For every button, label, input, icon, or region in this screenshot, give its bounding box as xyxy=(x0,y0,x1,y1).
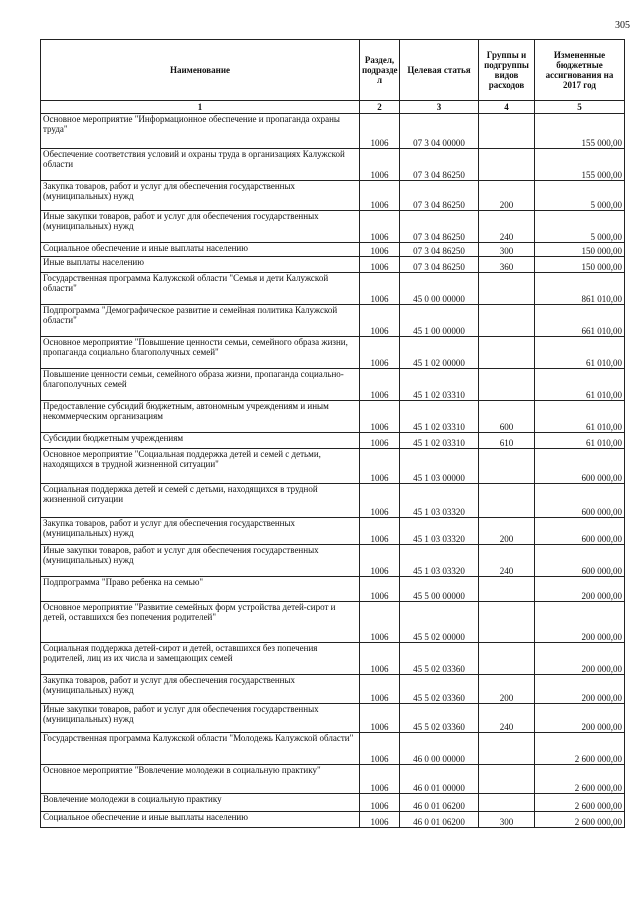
table-row xyxy=(41,401,625,433)
row-group: 200 xyxy=(479,675,535,704)
row-group xyxy=(479,602,535,643)
row-name: Государственная программа Калужской области "Молодежь Калужской области" xyxy=(41,733,360,765)
row-target: 45 1 02 03310 xyxy=(400,433,479,449)
table-row xyxy=(41,337,625,369)
row-amount: 155 000,00 xyxy=(535,114,625,149)
row-name: Повышение ценности семьи, семейного образа жизни, пропаганда социально-благополучных семей xyxy=(41,369,360,401)
budget-table xyxy=(40,39,625,828)
row-group xyxy=(479,643,535,675)
table-row xyxy=(41,305,625,337)
row-section: 1006 xyxy=(360,518,400,545)
row-name: Основное мероприятие "Информационное обеспечение и пропаганда охраны труда" xyxy=(41,114,360,149)
table-row xyxy=(41,273,625,305)
table-row xyxy=(41,484,625,518)
row-name: Основное мероприятие "Развитие семейных форм устройства детей-сирот и детей, оставшихся без попечения родителей" xyxy=(41,602,360,643)
row-group: 610 xyxy=(479,433,535,449)
row-section: 1006 xyxy=(360,149,400,181)
row-target: 07 3 04 86250 xyxy=(400,149,479,181)
row-target: 45 5 00 00000 xyxy=(400,577,479,602)
row-target: 45 1 03 03320 xyxy=(400,545,479,577)
header-row xyxy=(41,40,625,101)
row-section: 1006 xyxy=(360,449,400,484)
table-row xyxy=(41,369,625,401)
row-target: 45 1 00 00000 xyxy=(400,305,479,337)
row-section: 1006 xyxy=(360,337,400,369)
row-amount: 200 000,00 xyxy=(535,643,625,675)
row-section: 1006 xyxy=(360,602,400,643)
table-row xyxy=(41,518,625,545)
row-target: 46 0 00 00000 xyxy=(400,733,479,765)
row-section: 1006 xyxy=(360,577,400,602)
row-name: Иные закупки товаров, работ и услуг для обеспечения государственных (муниципальных) нужд xyxy=(41,545,360,577)
table-row xyxy=(41,433,625,449)
row-amount: 2 600 000,00 xyxy=(535,812,625,828)
row-group: 300 xyxy=(479,812,535,828)
row-amount: 600 000,00 xyxy=(535,449,625,484)
column-number: 4 xyxy=(479,101,535,114)
table-row xyxy=(41,181,625,211)
row-group xyxy=(479,273,535,305)
row-target: 45 0 00 00000 xyxy=(400,273,479,305)
row-target: 45 1 02 03310 xyxy=(400,401,479,433)
table-row xyxy=(41,704,625,733)
table-row xyxy=(41,545,625,577)
row-section: 1006 xyxy=(360,643,400,675)
row-section: 1006 xyxy=(360,181,400,211)
row-section: 1006 xyxy=(360,433,400,449)
row-name: Основное мероприятие "Вовлечение молодежи в социальную практику" xyxy=(41,765,360,794)
row-section: 1006 xyxy=(360,273,400,305)
row-name: Иные закупки товаров, работ и услуг для обеспечения государственных (муниципальных) нужд xyxy=(41,704,360,733)
row-target: 07 3 04 86250 xyxy=(400,181,479,211)
row-target: 45 1 03 03320 xyxy=(400,518,479,545)
row-name: Обеспечение соответствия условий и охраны труда в организациях Калужской области xyxy=(41,149,360,181)
row-target: 45 5 02 03360 xyxy=(400,675,479,704)
row-target: 45 1 03 00000 xyxy=(400,449,479,484)
row-target: 46 0 01 06200 xyxy=(400,812,479,828)
row-section: 1006 xyxy=(360,733,400,765)
row-group: 600 xyxy=(479,401,535,433)
row-amount: 600 000,00 xyxy=(535,545,625,577)
row-amount: 200 000,00 xyxy=(535,602,625,643)
row-group xyxy=(479,337,535,369)
row-name: Государственная программа Калужской области "Семья и дети Калужской области" xyxy=(41,273,360,305)
row-amount: 61 010,00 xyxy=(535,433,625,449)
table-row xyxy=(41,602,625,643)
table-row xyxy=(41,149,625,181)
row-amount: 61 010,00 xyxy=(535,337,625,369)
row-group xyxy=(479,305,535,337)
row-amount: 600 000,00 xyxy=(535,484,625,518)
table-row xyxy=(41,257,625,273)
row-amount: 2 600 000,00 xyxy=(535,765,625,794)
row-name: Иные закупки товаров, работ и услуг для обеспечения государственных (муниципальных) нужд xyxy=(41,211,360,243)
row-name: Закупка товаров, работ и услуг для обеспечения государственных (муниципальных) нужд xyxy=(41,675,360,704)
row-target: 07 3 04 00000 xyxy=(400,114,479,149)
row-amount: 2 600 000,00 xyxy=(535,733,625,765)
row-target: 46 0 01 00000 xyxy=(400,765,479,794)
header-name: Наименование xyxy=(41,40,360,101)
row-amount: 61 010,00 xyxy=(535,369,625,401)
row-target: 07 3 04 86250 xyxy=(400,257,479,273)
row-section: 1006 xyxy=(360,812,400,828)
table-row xyxy=(41,449,625,484)
row-section: 1006 xyxy=(360,545,400,577)
row-amount: 150 000,00 xyxy=(535,257,625,273)
row-target: 45 1 02 00000 xyxy=(400,337,479,369)
header-groups: Группы и подгруппы видов расходов xyxy=(479,40,535,101)
table-row xyxy=(41,243,625,257)
row-target: 45 1 03 03320 xyxy=(400,484,479,518)
column-number: 2 xyxy=(360,101,400,114)
row-section: 1006 xyxy=(360,675,400,704)
row-group xyxy=(479,449,535,484)
row-name: Социальное обеспечение и иные выплаты населению xyxy=(41,812,360,828)
table-row xyxy=(41,812,625,828)
row-section: 1006 xyxy=(360,765,400,794)
row-group xyxy=(479,765,535,794)
row-name: Закупка товаров, работ и услуг для обеспечения государственных (муниципальных) нужд xyxy=(41,518,360,545)
row-target: 07 3 04 86250 xyxy=(400,243,479,257)
row-group: 240 xyxy=(479,211,535,243)
row-amount: 150 000,00 xyxy=(535,243,625,257)
header-section: Раздел, подразде л xyxy=(360,40,400,101)
row-name: Основное мероприятие "Социальная поддержка детей и семей с детьми, находящихся в трудной жизненной ситуации" xyxy=(41,449,360,484)
header-target: Целевая статья xyxy=(400,40,479,101)
row-amount: 200 000,00 xyxy=(535,704,625,733)
row-section: 1006 xyxy=(360,305,400,337)
row-group: 200 xyxy=(479,518,535,545)
header-amount: Измененные бюджетные ассигнования на 2017 год xyxy=(535,40,625,101)
row-amount: 2 600 000,00 xyxy=(535,794,625,812)
row-amount: 661 010,00 xyxy=(535,305,625,337)
row-name: Основное мероприятие "Повышение ценности семьи, семейного образа жизни, пропаганда социально благополучных семей" xyxy=(41,337,360,369)
row-group: 300 xyxy=(479,243,535,257)
row-name: Подпрограмма "Право ребенка на семью" xyxy=(41,577,360,602)
row-group xyxy=(479,369,535,401)
row-target: 45 1 02 03310 xyxy=(400,369,479,401)
table-row xyxy=(41,733,625,765)
row-target: 45 5 02 03360 xyxy=(400,643,479,675)
row-section: 1006 xyxy=(360,114,400,149)
row-amount: 200 000,00 xyxy=(535,577,625,602)
row-group xyxy=(479,114,535,149)
row-group: 240 xyxy=(479,545,535,577)
row-group xyxy=(479,577,535,602)
row-target: 46 0 01 06200 xyxy=(400,794,479,812)
row-target: 45 5 02 03360 xyxy=(400,704,479,733)
row-group xyxy=(479,149,535,181)
row-name: Социальная поддержка детей-сирот и детей, оставшихся без попечения родителей, лиц из их числа и замещающих семей xyxy=(41,643,360,675)
row-section: 1006 xyxy=(360,369,400,401)
table-row xyxy=(41,643,625,675)
page-number: 305 xyxy=(615,20,630,31)
row-amount: 200 000,00 xyxy=(535,675,625,704)
column-number: 1 xyxy=(41,101,360,114)
row-group: 240 xyxy=(479,704,535,733)
row-group: 360 xyxy=(479,257,535,273)
row-amount: 61 010,00 xyxy=(535,401,625,433)
column-number: 3 xyxy=(400,101,479,114)
row-name: Закупка товаров, работ и услуг для обеспечения государственных (муниципальных) нужд xyxy=(41,181,360,211)
table-row xyxy=(41,114,625,149)
row-target: 45 5 02 00000 xyxy=(400,602,479,643)
row-name: Социальное обеспечение и иные выплаты населению xyxy=(41,243,360,257)
row-amount: 5 000,00 xyxy=(535,181,625,211)
row-group xyxy=(479,484,535,518)
table-row xyxy=(41,794,625,812)
row-name: Предоставление субсидий бюджетным, автономным учреждениям и иным некоммерческим организациям xyxy=(41,401,360,433)
row-section: 1006 xyxy=(360,257,400,273)
row-name: Социальная поддержка детей и семей с детьми, находящихся в трудной жизненной ситуации xyxy=(41,484,360,518)
column-number-row xyxy=(41,101,625,114)
row-name: Иные выплаты населению xyxy=(41,257,360,273)
row-group xyxy=(479,733,535,765)
row-name: Подпрограмма "Демографическое развитие и семейная политика Калужской области" xyxy=(41,305,360,337)
table-row xyxy=(41,577,625,602)
row-amount: 5 000,00 xyxy=(535,211,625,243)
row-group xyxy=(479,794,535,812)
row-section: 1006 xyxy=(360,794,400,812)
row-group: 200 xyxy=(479,181,535,211)
column-number: 5 xyxy=(535,101,625,114)
table-row xyxy=(41,211,625,243)
row-amount: 600 000,00 xyxy=(535,518,625,545)
row-target: 07 3 04 86250 xyxy=(400,211,479,243)
row-section: 1006 xyxy=(360,704,400,733)
table-row xyxy=(41,675,625,704)
row-amount: 155 000,00 xyxy=(535,149,625,181)
row-name: Вовлечение молодежи в социальную практику xyxy=(41,794,360,812)
row-section: 1006 xyxy=(360,401,400,433)
row-amount: 861 010,00 xyxy=(535,273,625,305)
row-section: 1006 xyxy=(360,243,400,257)
row-section: 1006 xyxy=(360,484,400,518)
row-section: 1006 xyxy=(360,211,400,243)
row-name: Субсидии бюджетным учреждениям xyxy=(41,433,360,449)
table-row xyxy=(41,765,625,794)
